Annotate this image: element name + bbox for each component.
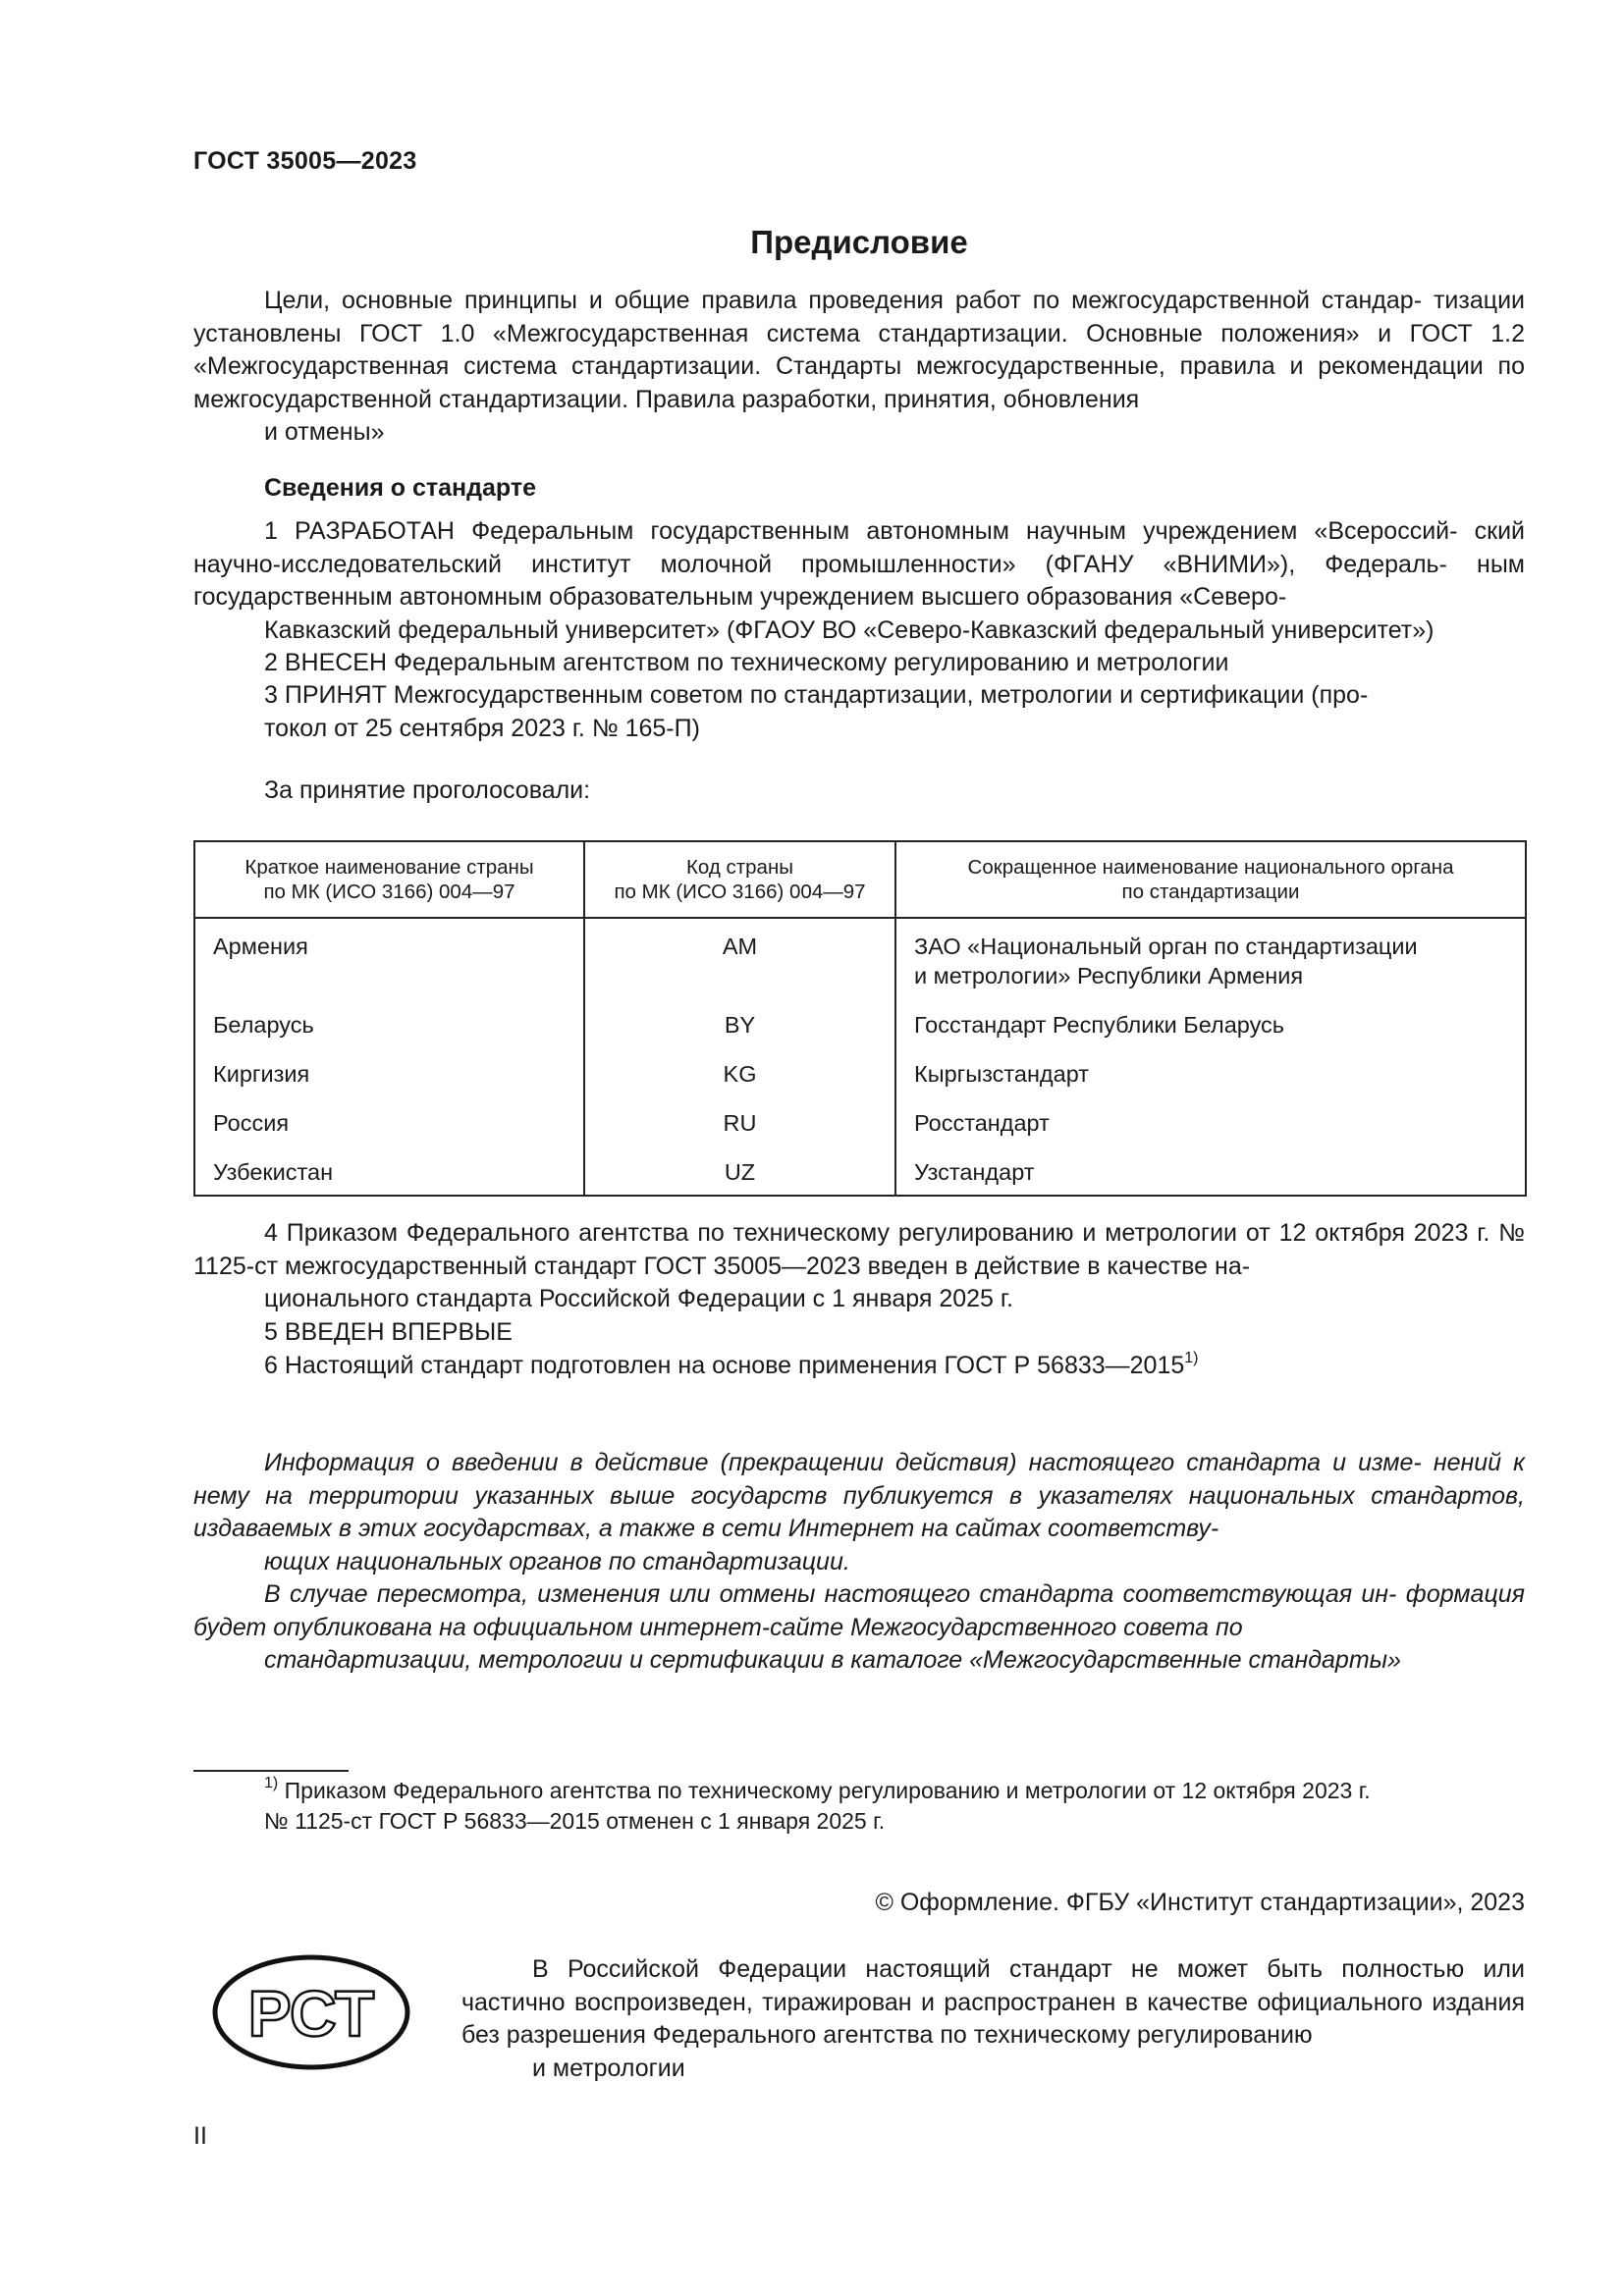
code-cell: KG [584, 1040, 895, 1089]
document-page [193, 0, 1525, 2296]
item-2 [193, 647, 1525, 680]
code-cell: RU [584, 1089, 895, 1138]
text-line: В Российской Федерации настоящий стандарт не может быть полностью или [532, 1955, 1525, 1983]
item-1 [193, 515, 1525, 647]
footnote-divider [193, 1770, 349, 1772]
text-line: частично воспроизведен, тиражирован и распространен в качестве официального [461, 1988, 1423, 2016]
text-line: За принятие проголосовали: [264, 776, 591, 804]
text-line: и рекомендации по межгосударственной стандартизации. Правила разработки, принятия, обновления [193, 352, 1525, 413]
italic-info-1 [193, 1447, 1525, 1578]
text-line: Информация о введении в действие (прекращении действия) настоящего стандарта и изме- [264, 1449, 1422, 1476]
section-heading: Сведения о стандарте [264, 474, 537, 502]
organ-cell: ЗАО «Национальный орган по стандартизации и метрологии» Республики Армения [895, 918, 1526, 990]
table-row [194, 1089, 1526, 1138]
code-cell: BY [584, 990, 895, 1040]
table-header-row [194, 841, 1526, 918]
text-line: № 1125-ст ГОСТ Р 56833—2015 отменен с 1 января 2025 г. [264, 1808, 886, 1834]
text-line: ным государственным автономным образовательным учреждением высшего образования «Северо- [193, 550, 1525, 611]
column-header-code: Код страны по МК (ИСО 3166) 004—97 [584, 841, 895, 918]
text-line: стандартизации, метрологии и сертификации в каталоге «Межгосударственные стандарты» [264, 1646, 1401, 1674]
text-line: формация будет опубликована на официальном интернет-сайте Межгосударственного совета по [193, 1580, 1525, 1641]
text-line: ющих национальных органов по стандартизации. [264, 1547, 850, 1575]
column-header-organ: Сокращенное наименование национального органа по стандартизации [895, 841, 1526, 918]
text-line: и ГОСТ 1.2 «Межгосударственная система стандартизации. Стандарты межгосударственные, правила [193, 319, 1526, 380]
copyright-notice: © Оформление. ФГБУ «Институт стандартизации», 2023 [875, 1889, 1525, 1916]
item-4 [193, 1217, 1525, 1316]
code-cell: UZ [584, 1138, 895, 1196]
text-line: и метрологии [532, 2054, 685, 2082]
italic-info-2 [193, 1578, 1525, 1678]
text-line: Цели, основные принципы и общие правила проведения работ по межгосударственной стандар- [264, 287, 1423, 314]
organ-cell: Росстандарт [895, 1089, 1526, 1138]
text-line: В случае пересмотра, изменения или отмены настоящего стандарта соответствующая ин- [264, 1580, 1397, 1608]
column-header-country: Краткое наименование страны по МК (ИСО 3166) 004—97 [194, 841, 584, 918]
country-cell: Россия [194, 1089, 584, 1138]
text-line: нений к нему на территории указанных выше государств публикуется в указателях национальных [193, 1449, 1525, 1510]
organ-cell: Госстандарт Республики Беларусь [895, 990, 1526, 1040]
text-line: ционального стандарта Российской Федерации с 1 января 2025 г. [264, 1285, 1013, 1312]
text-line: Приказом Федерального агентства по техническому регулированию и метрологии от 12 октября 2023 г. [284, 1778, 1371, 1803]
text-line: 2 ВНЕСЕН Федеральным агентством по техническому регулированию и метрологии [264, 649, 1229, 676]
text-line: стандартов, издаваемых в этих государствах, а также в сети Интернет на сайтах соответству- [193, 1481, 1525, 1542]
country-cell: Киргизия [194, 1040, 584, 1089]
footnote [193, 1776, 1525, 1837]
item-3 [193, 679, 1525, 745]
text-line: 5 ВВЕДЕН ВПЕРВЫЕ [264, 1318, 513, 1346]
reproduction-notice [461, 1953, 1525, 2085]
logo-text: РСТ [247, 1977, 375, 2050]
organ-cell: Узстандарт [895, 1138, 1526, 1196]
page-title: Предисловие [750, 224, 968, 260]
footnote-ref: 1) [1184, 1350, 1199, 1366]
table-row [194, 1040, 1526, 1089]
code-cell: AM [584, 918, 895, 990]
voting-table [193, 840, 1527, 1197]
text-line: 1 РАЗРАБОТАН Федеральным государственным автономным научным учреждением «Всероссий- [264, 517, 1458, 545]
text-line: Кавказский федеральный университет» (ФГАОУ ВО «Северо-Кавказский федеральный университет») [264, 615, 1435, 644]
organ-cell: Кыргызстандарт [895, 1040, 1526, 1089]
rst-logo-icon [211, 1953, 412, 2071]
item-5 [193, 1316, 1525, 1350]
text-line: и отмены» [264, 418, 385, 446]
page-number: II [193, 2122, 207, 2150]
voted-label [193, 774, 1525, 808]
table-row [194, 918, 1526, 990]
text-line: тизации установлены ГОСТ 1.0 «Межгосударственная система стандартизации. Основные положения» [193, 287, 1525, 347]
text-line: 3 ПРИНЯТ Межгосударственным советом по стандартизации, метрологии и сертификации (про- [264, 681, 1369, 709]
text-line: ский научно-исследовательский институт молочной промышленности» (ФГАНУ «ВНИМИ»), Федераль- [193, 517, 1525, 578]
table-row [194, 990, 1526, 1040]
text-line: 2023 г. № 1125-ст межгосударственный стандарт ГОСТ 35005—2023 введен в действие в качестве на- [193, 1219, 1525, 1280]
text-line: токол от 25 сентября 2023 г. № 165-П) [264, 714, 700, 742]
text-line: издания без разрешения Федерального агентства по техническому регулированию [461, 1988, 1525, 2049]
country-cell: Армения [194, 918, 584, 990]
text-line: 6 Настоящий стандарт подготовлен на основе применения ГОСТ Р 56833—2015 [264, 1352, 1185, 1379]
country-cell: Узбекистан [194, 1138, 584, 1196]
document-code: ГОСТ 35005—2023 [193, 147, 417, 175]
intro-paragraph [193, 285, 1525, 450]
footnote-mark: 1) [264, 1775, 279, 1791]
text-line: 4 Приказом Федерального агентства по техническому регулированию и метрологии от 12 октября [264, 1219, 1405, 1247]
table-row [194, 1138, 1526, 1196]
item-6 [193, 1350, 1525, 1383]
country-cell: Беларусь [194, 990, 584, 1040]
